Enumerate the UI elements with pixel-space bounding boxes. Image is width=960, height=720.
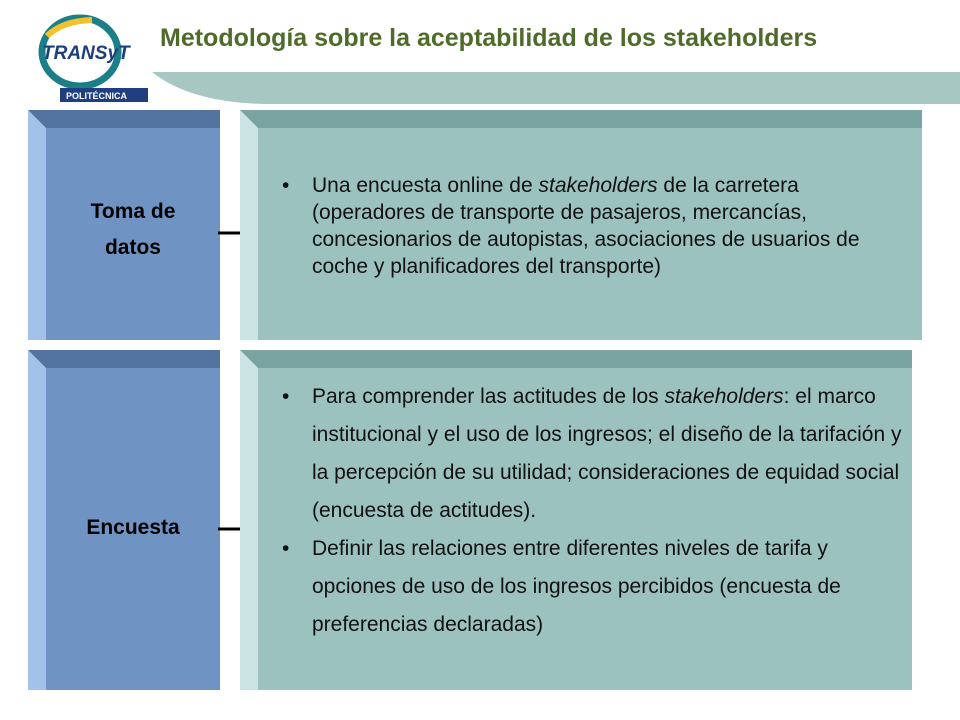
bullet-item	[266, 530, 912, 644]
bullet-glyph: •	[282, 174, 290, 197]
bullet-glyph: •	[282, 537, 290, 560]
bullet-text-part: : el marco institucional y el uso de los ingresos; el diseño de la tarifación y la percepción de su utilidad; consideraciones de equidad social (encuesta de actitudes).	[312, 385, 902, 522]
bullet-item	[266, 378, 912, 530]
row-label-1	[46, 194, 220, 266]
row-label-2	[46, 510, 220, 546]
row-label-1-line-1: Toma de	[90, 200, 176, 223]
row-label-1-line-2: datos	[104, 236, 161, 259]
bullet-text-italic: stakeholders	[538, 174, 658, 197]
bullet-text	[312, 378, 912, 530]
bullet-glyph: •	[282, 385, 290, 408]
bullet-text-part: de la carretera (operadores de transporte de pasajeros, mercancías, concesionarios de autopistas, asociaciones de usuarios de coche y planificadores del transporte)	[312, 174, 860, 278]
header-bar	[152, 72, 960, 104]
bullet-text: Definir las relaciones entre diferentes niveles de tarifa y opciones de uso de los ingresos percibidos (encuesta de preferencias declaradas)	[312, 537, 841, 636]
page-title: Metodología sobre la aceptabilidad de los stakeholders	[160, 24, 818, 52]
logo-subtitle: POLITÉCNICA	[66, 91, 128, 101]
bullet-text	[312, 172, 916, 280]
row-label-2-line-1: Encuesta	[86, 516, 180, 539]
row-2-text	[266, 378, 912, 644]
bullet-item	[266, 172, 916, 280]
row-1-text	[266, 172, 916, 280]
bullet-text-part: Una encuesta online de	[312, 174, 539, 197]
bullet-text-part: Para comprender las actitudes de los	[312, 385, 665, 408]
logo-wordmark: TRANSyT	[42, 43, 130, 64]
transyt-logo	[22, 6, 152, 106]
bullet-text-italic: stakeholders	[664, 385, 784, 408]
